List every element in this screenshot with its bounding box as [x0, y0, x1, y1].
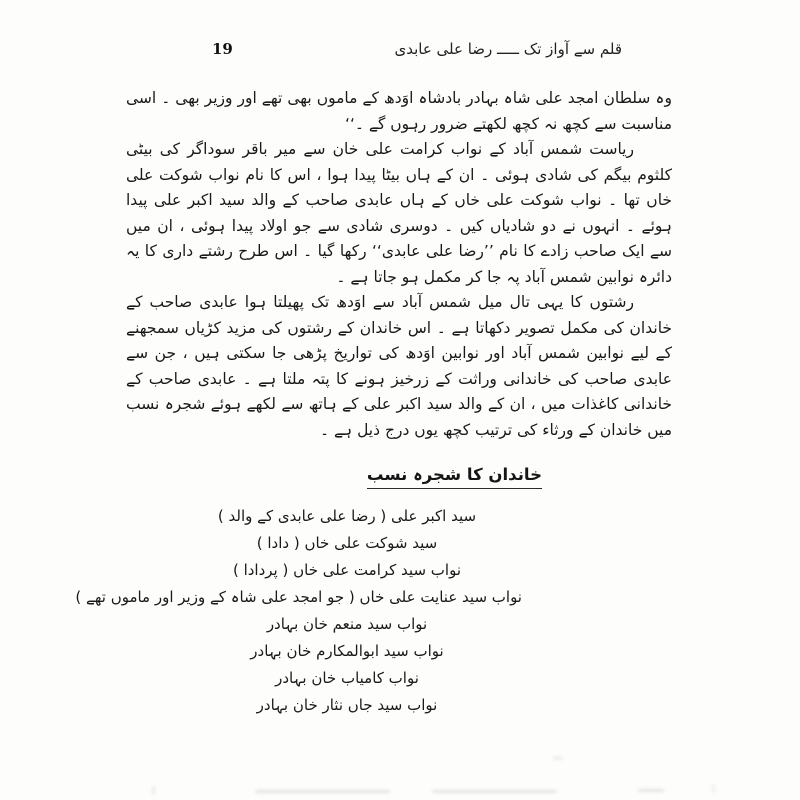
family-tree-entry: نواب کامیاب خان بہادر: [275, 669, 419, 687]
family-tree-entry: سید شوکت علی خاں ( دادا ): [256, 534, 438, 552]
section-heading: خاندان کا شجرہ نسب: [367, 465, 542, 489]
scan-artifact: [255, 790, 390, 793]
family-tree-entry: نواب سید جاں نثار خان بہادر: [256, 696, 438, 714]
paragraph: رشتوں کا یہی تال میل شمس آباد سے اوَدھ تک پھیلتا ہوا عابدی صاحب کے خاندان کی مکمل تصویر دکھاتا ہے ۔ اس خاندان کے رشتوں کی مزید کڑیاں سمجھنے کے لیے نوابین شمس آباد اور نوابین اوَدھ کی تواریخ پڑھی جا سکتی ہیں ، جن سے عابدی صاحب کی خاندانی وراثت کے زرخیز ہونے کا پتہ ملتا ہے ۔ عابدی صاحب کے خاندانی کاغذات میں ، ان کے والد سید اکبر علی کے ہاتھ سے لکھے ہوئے شجرہ نسب میں خاندان کے ورثاء کی ترتیب کچھ یوں درج ذیل ہے ۔: [126, 293, 672, 439]
paragraph: ریاست شمس آباد کے نواب کرامت علی خان سے میر باقر سوداگر کی بیٹی کلثوم بیگم کی شادی ہوئی ۔ ان کے ہاں بیٹا پیدا ہوا ، اس کا نام نواب شوکت علی خاں تھا ۔ نواب شوکت علی خاں کے ہاں عابدی صاحب کے والد سید اکبر علی پیدا ہوئے ۔ انہوں نے دو شادیاں کیں ۔ دوسری شادی سے جو اولاد پیدا ہوئی ، ان میں سے ایک صاحب زادے کا نام ’’رضا علی عابدی‘‘ رکھا گیا ۔ اس طرح رشتے داری کا یہ دائرہ نوابین شمس آباد پہ جا کر مکمل ہو جاتا ہے ۔: [126, 140, 672, 286]
scan-artifact: [638, 789, 664, 792]
page-header: [126, 40, 672, 66]
family-tree-entry: سید اکبر علی ( رضا علی عابدی کے والد ): [217, 507, 477, 525]
family-tree-entry: نواب سید منعم خان بہادر: [266, 615, 428, 633]
scan-artifact: [553, 756, 563, 760]
body-text: [126, 86, 672, 443]
running-title: قلم سے آواز تک ـــــ رضا علی عابدی: [394, 40, 622, 58]
family-tree-entry: نواب سید عنایت علی خاں ( جو امجد علی شاہ کے وزیر اور ماموں تھے ): [75, 588, 522, 606]
section-heading-row: [126, 465, 672, 489]
family-tree-entry: نواب سید کرامت علی خاں ( پردادا ): [232, 561, 462, 579]
page-number: 19: [212, 40, 233, 58]
paragraph: وہ سلطان امجد علی شاہ بہادر بادشاہ اوَدھ کے ماموں بھی تھے اور وزیر بھی ۔ اسی مناسبت سے کچھ نہ کچھ لکھتے ضرور رہوں گے ۔‘‘: [126, 89, 672, 133]
family-tree-entry: نواب سید ابوالمکارم خان بہادر: [250, 642, 444, 660]
family-tree-list: [75, 503, 522, 719]
text-column: [75, 40, 672, 719]
scan-artifact: [152, 786, 155, 795]
scan-artifact: [712, 784, 715, 794]
scan-artifact: [432, 790, 557, 793]
